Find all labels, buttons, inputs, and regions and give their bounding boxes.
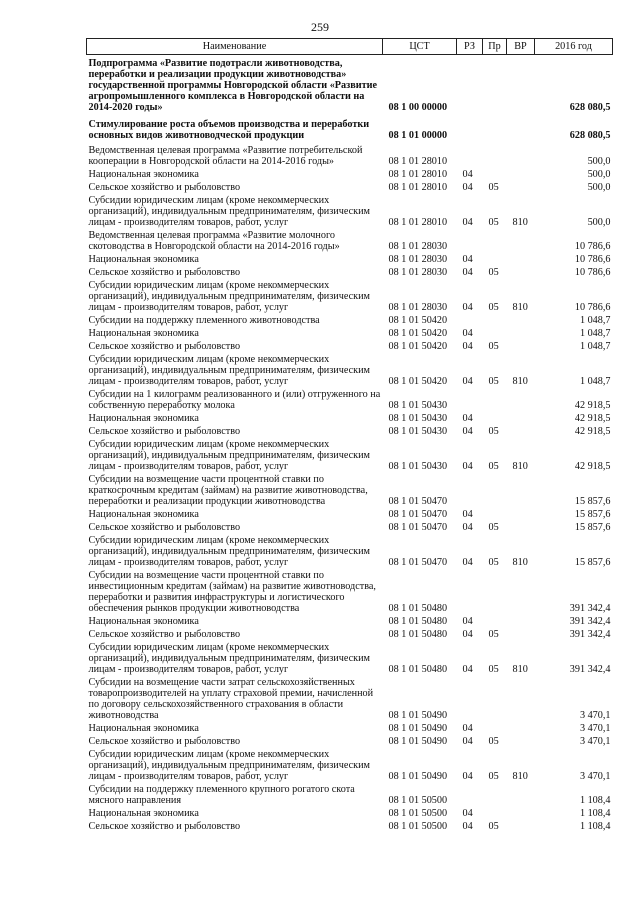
row-cst: 08 1 01 50500 [388,795,448,806]
row-vr [507,722,535,735]
row-name: Национальная экономика [88,169,199,180]
table-header [87,39,613,55]
row-sum: 15 857,6 [574,522,611,533]
table-row [87,327,613,340]
table-row [87,388,613,412]
row-name: Сельское хозяйство и рыболовство [88,426,241,437]
row-cst: 08 1 01 50420 [388,315,448,326]
row-cst: 08 1 01 50430 [388,426,448,437]
row-sum: 10 786,6 [574,241,611,252]
row-cst: 08 1 01 28030 [388,267,448,278]
row-vr [507,340,535,353]
header-rz: РЗ [457,39,483,55]
row-vr [507,253,535,266]
row-vr [507,569,535,615]
table-row [87,279,613,314]
row-name: Подпрограмма «Развитие подотрасли животноводства, переработки и реализации продукции животноводства» государственной программы Новгородской области «Развитие агропромышленного комплекса в Новгородской области на 2014-2020 годы» [88,58,377,113]
row-rz: 04 [462,771,473,782]
row-pr [483,807,507,820]
row-cst: 08 1 01 50490 [388,736,448,747]
row-vr [507,783,535,807]
table-row [87,425,613,438]
row-rz [457,388,483,412]
row-cst: 08 1 01 50420 [388,376,448,387]
row-cst: 08 1 01 50420 [388,341,448,352]
row-cst: 08 1 01 50490 [388,771,448,782]
row-rz: 04 [462,413,473,424]
row-sum: 1 108,4 [579,808,611,819]
table-row [87,783,613,807]
row-rz: 04 [462,808,473,819]
row-sum: 500,0 [587,182,611,193]
row-pr [483,388,507,412]
row-vr: 810 [512,557,528,568]
row-pr: 05 [488,461,499,472]
header-name: Наименование [87,39,383,55]
row-sum: 15 857,6 [574,496,611,507]
row-pr [483,253,507,266]
row-name: Ведомственная целевая программа «Развитие молочного скотоводства в Новгородской области на 2014-2016 годы» [88,230,340,252]
row-vr [507,314,535,327]
row-cst: 08 1 01 50420 [388,328,448,339]
table-row [87,615,613,628]
row-pr [483,144,507,168]
row-rz: 04 [462,169,473,180]
row-pr [483,55,507,117]
table-row [87,676,613,722]
row-rz: 04 [462,217,473,228]
row-name: Субсидии на 1 килограмм реализованного и (или) отгруженного на собственную переработку молока [88,389,381,411]
row-sum: 10 786,6 [574,267,611,278]
row-rz: 04 [462,267,473,278]
table-row [87,314,613,327]
table-row [87,748,613,783]
row-pr [483,327,507,340]
row-vr [507,229,535,253]
row-pr: 05 [488,771,499,782]
row-pr [483,314,507,327]
row-sum: 1 048,7 [579,315,611,326]
header-vr: ВР [507,39,535,55]
row-vr [507,735,535,748]
row-pr: 05 [488,376,499,387]
table-row [87,807,613,820]
row-cst: 08 1 00 00000 [388,102,448,113]
row-pr [483,168,507,181]
row-rz: 04 [462,182,473,193]
page-number: 259 [311,20,329,34]
row-cst: 08 1 01 50500 [388,821,448,832]
table-body [87,55,613,834]
row-sum: 10 786,6 [574,302,611,313]
row-rz [457,229,483,253]
header-cst: ЦСТ [383,39,457,55]
row-rz [457,783,483,807]
row-name: Субсидии юридическим лицам (кроме некоммерческих организаций), индивидуальным предпринимателям, физическим лицам - производителям товаров, работ, услуг [88,535,370,568]
table-row [87,253,613,266]
row-name: Сельское хозяйство и рыболовство [88,341,241,352]
table-row [87,116,613,144]
row-sum: 42 918,5 [574,400,611,411]
row-vr: 810 [512,771,528,782]
table-row [87,820,613,833]
row-cst: 08 1 01 28030 [388,302,448,313]
row-sum: 391 342,4 [569,616,611,627]
row-name: Субсидии юридическим лицам (кроме некоммерческих организаций), индивидуальным предпринимателям, физическим лицам - производителям товаров, работ, услуг [88,354,370,387]
row-cst: 08 1 01 50470 [388,509,448,520]
row-pr [483,722,507,735]
row-sum: 42 918,5 [574,461,611,472]
row-vr [507,820,535,833]
row-sum: 391 342,4 [569,664,611,675]
row-vr: 810 [512,664,528,675]
row-name: Сельское хозяйство и рыболовство [88,182,241,193]
table-row [87,168,613,181]
row-name: Сельское хозяйство и рыболовство [88,821,241,832]
row-rz: 04 [462,302,473,313]
table-row [87,353,613,388]
row-pr [483,676,507,722]
row-pr [483,229,507,253]
table-row [87,521,613,534]
row-cst: 08 1 01 00000 [388,130,448,141]
row-sum: 1 048,7 [579,341,611,352]
budget-table [86,38,613,833]
row-vr [507,425,535,438]
table-row [87,144,613,168]
table-row [87,340,613,353]
row-cst: 08 1 01 50480 [388,616,448,627]
row-cst: 08 1 01 50430 [388,413,448,424]
row-vr [507,55,535,117]
row-cst: 08 1 01 50500 [388,808,448,819]
table-row [87,55,613,117]
row-rz [457,676,483,722]
row-pr: 05 [488,629,499,640]
row-name: Национальная экономика [88,723,199,734]
row-name: Субсидии юридическим лицам (кроме некоммерческих организаций), индивидуальным предпринимателям, физическим лицам - производителям товаров, работ, услуг [88,642,370,675]
row-vr [507,388,535,412]
row-cst: 08 1 01 50480 [388,603,448,614]
table-row [87,181,613,194]
row-vr [507,521,535,534]
row-cst: 08 1 01 28010 [388,156,448,167]
row-vr: 810 [512,376,528,387]
row-name: Субсидии на возмещение части процентной ставки по краткосрочным кредитам (займам) на развитие животноводства, переработки и реализации продукции животноводства [88,474,368,507]
row-name: Ведомственная целевая программа «Развитие потребительской кооперации в Новгородской области на 2014-2016 годы» [88,145,363,167]
row-vr [507,327,535,340]
row-pr: 05 [488,302,499,313]
row-pr [483,569,507,615]
row-cst: 08 1 01 50430 [388,461,448,472]
row-vr: 810 [512,302,528,313]
row-vr: 810 [512,461,528,472]
row-vr [507,473,535,508]
row-cst: 08 1 01 50490 [388,723,448,734]
row-vr [507,615,535,628]
row-pr: 05 [488,664,499,675]
row-vr [507,508,535,521]
row-name: Субсидии на поддержку племенного крупного рогатого скота мясного направления [88,784,355,806]
row-rz [457,116,483,144]
row-name: Национальная экономика [88,254,199,265]
row-pr: 05 [488,736,499,747]
row-name: Субсидии юридическим лицам (кроме некоммерческих организаций), индивидуальным предпринимателям, физическим лицам - производителям товаров, работ, услуг [88,749,370,782]
row-vr [507,412,535,425]
row-pr [483,783,507,807]
row-rz: 04 [462,664,473,675]
table-row [87,641,613,676]
header-year: 2016 год [535,39,613,55]
row-name: Субсидии на возмещение части процентной ставки по инвестиционным кредитам (займам) на развитие животноводства, переработки и развития инфраструктуры и логистического обеспечения рынков продукции животноводства [88,570,376,614]
row-rz: 04 [462,461,473,472]
row-sum: 15 857,6 [574,509,611,520]
row-rz: 04 [462,723,473,734]
row-sum: 1 108,4 [579,795,611,806]
table-row [87,438,613,473]
row-pr: 05 [488,341,499,352]
row-cst: 08 1 01 50470 [388,557,448,568]
row-cst: 08 1 01 28030 [388,241,448,252]
row-rz: 04 [462,328,473,339]
row-sum: 1 108,4 [579,821,611,832]
row-rz: 04 [462,376,473,387]
row-vr [507,628,535,641]
row-name: Субсидии юридическим лицам (кроме некоммерческих организаций), индивидуальным предпринимателям, физическим лицам - производителям товаров, работ, услуг [88,280,370,313]
row-rz: 04 [462,522,473,533]
row-name: Национальная экономика [88,808,199,819]
row-vr [507,807,535,820]
row-pr [483,473,507,508]
row-rz: 04 [462,736,473,747]
row-name: Субсидии на возмещение части затрат сельскохозяйственных товаропроизводителей на уплату страховой премии, начисленной по договору сельскохозяйственного страхования в области животноводства [88,677,374,721]
row-cst: 08 1 01 28010 [388,217,448,228]
row-rz [457,314,483,327]
row-rz: 04 [462,821,473,832]
row-rz: 04 [462,254,473,265]
row-pr [483,116,507,144]
row-cst: 08 1 01 28030 [388,254,448,265]
row-pr: 05 [488,267,499,278]
row-sum: 3 470,1 [579,771,611,782]
table-row [87,266,613,279]
row-sum: 42 918,5 [574,426,611,437]
row-pr [483,412,507,425]
row-pr [483,508,507,521]
table-row [87,735,613,748]
row-rz [457,144,483,168]
row-rz: 04 [462,557,473,568]
row-name: Сельское хозяйство и рыболовство [88,267,241,278]
row-vr [507,676,535,722]
row-pr: 05 [488,522,499,533]
table-row [87,628,613,641]
row-pr: 05 [488,217,499,228]
row-pr: 05 [488,557,499,568]
row-vr [507,266,535,279]
table-row [87,534,613,569]
table-row [87,508,613,521]
row-name: Субсидии на поддержку племенного животноводства [88,315,320,326]
table-row [87,473,613,508]
row-vr: 810 [512,217,528,228]
row-sum: 15 857,6 [574,557,611,568]
row-sum: 628 080,5 [569,130,611,141]
row-vr [507,168,535,181]
row-name: Субсидии юридическим лицам (кроме некоммерческих организаций), индивидуальным предпринимателям, физическим лицам - производителям товаров, работ, услуг [88,439,370,472]
row-pr: 05 [488,182,499,193]
row-rz [457,473,483,508]
row-cst: 08 1 01 50490 [388,710,448,721]
row-sum: 391 342,4 [569,629,611,640]
table-row [87,194,613,229]
row-pr: 05 [488,426,499,437]
row-rz [457,569,483,615]
row-cst: 08 1 01 50480 [388,629,448,640]
row-name: Субсидии юридическим лицам (кроме некоммерческих организаций), индивидуальным предпринимателям, физическим лицам - производителям товаров, работ, услуг [88,195,370,228]
row-sum: 1 048,7 [579,376,611,387]
table-row [87,722,613,735]
table-row [87,229,613,253]
row-name: Национальная экономика [88,509,199,520]
row-name: Национальная экономика [88,328,199,339]
row-vr [507,144,535,168]
row-cst: 08 1 01 50470 [388,496,448,507]
row-vr [507,116,535,144]
row-pr [483,615,507,628]
row-rz [457,55,483,117]
row-name: Сельское хозяйство и рыболовство [88,629,241,640]
row-name: Сельское хозяйство и рыболовство [88,522,241,533]
row-cst: 08 1 01 50430 [388,400,448,411]
row-sum: 628 080,5 [569,102,611,113]
row-name: Стимулирование роста объемов производства и переработки основных видов животноводческой продукции [88,119,370,141]
header-pr: Пр [483,39,507,55]
row-sum: 3 470,1 [579,710,611,721]
row-rz: 04 [462,616,473,627]
row-rz: 04 [462,426,473,437]
row-sum: 3 470,1 [579,723,611,734]
row-sum: 3 470,1 [579,736,611,747]
row-cst: 08 1 01 50480 [388,664,448,675]
row-sum: 500,0 [587,217,611,228]
row-cst: 08 1 01 28010 [388,169,448,180]
row-name: Сельское хозяйство и рыболовство [88,736,241,747]
row-rz: 04 [462,629,473,640]
row-sum: 500,0 [587,156,611,167]
row-pr: 05 [488,821,499,832]
table-row [87,569,613,615]
row-rz: 04 [462,341,473,352]
row-sum: 500,0 [587,169,611,180]
row-sum: 391 342,4 [569,603,611,614]
row-sum: 10 786,6 [574,254,611,265]
row-name: Национальная экономика [88,616,199,627]
row-cst: 08 1 01 28010 [388,182,448,193]
row-rz: 04 [462,509,473,520]
row-vr [507,181,535,194]
row-sum: 42 918,5 [574,413,611,424]
row-name: Национальная экономика [88,413,199,424]
table-row [87,412,613,425]
row-sum: 1 048,7 [579,328,611,339]
row-cst: 08 1 01 50470 [388,522,448,533]
